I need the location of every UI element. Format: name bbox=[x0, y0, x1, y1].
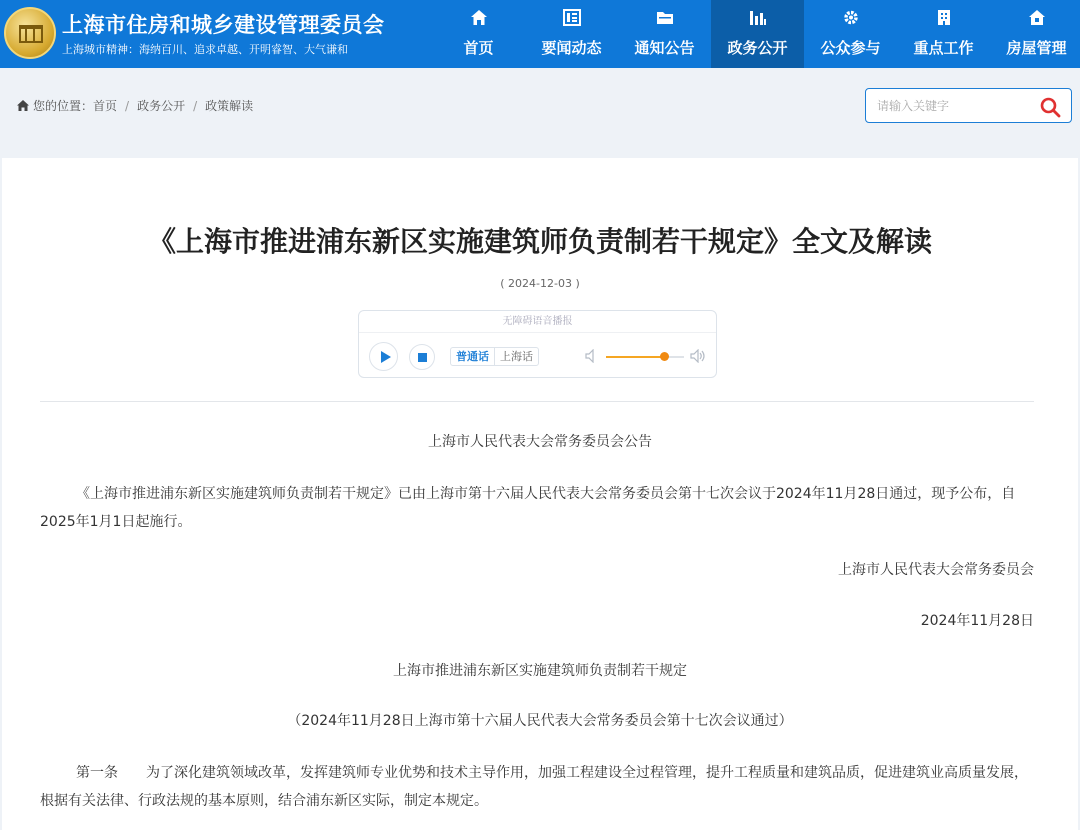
volume-low-icon[interactable] bbox=[585, 349, 597, 363]
gear-icon bbox=[842, 9, 860, 26]
nav-item-public-participation[interactable] bbox=[804, 0, 897, 68]
announcement-signature: 上海市人民代表大会常务委员会 bbox=[838, 562, 1034, 578]
nav-label: 房屋管理 bbox=[1006, 39, 1067, 57]
house-icon bbox=[1028, 9, 1046, 26]
breadcrumb-item-home[interactable]: 首页 bbox=[93, 99, 118, 113]
lang-shanghai-option[interactable]: 上海话 bbox=[500, 350, 533, 363]
nav-item-gov-affairs[interactable] bbox=[711, 0, 804, 68]
audio-player bbox=[358, 310, 717, 378]
article-title: 《上海市推进浦东新区实施建筑师负责制若干规定》全文及解读 bbox=[147, 225, 932, 258]
breadcrumb-bar bbox=[0, 68, 1080, 148]
lang-mandarin-option[interactable]: 普通话 bbox=[451, 348, 495, 365]
player-title: 无障碍语音播报 bbox=[359, 311, 716, 333]
home-icon bbox=[470, 9, 488, 26]
nav-label: 通知公告 bbox=[634, 39, 695, 57]
nav-label: 要闻动态 bbox=[541, 39, 602, 57]
search-input[interactable] bbox=[867, 90, 1027, 121]
home-icon bbox=[17, 100, 29, 111]
content-divider bbox=[40, 401, 1034, 402]
volume-slider-knob[interactable] bbox=[660, 352, 669, 361]
breadcrumb-separator: / bbox=[125, 98, 130, 113]
site-slogan: 上海城市精神：海纳百川、追求卓越、开明睿智、大气谦和 bbox=[62, 43, 348, 56]
volume-slider[interactable] bbox=[606, 356, 684, 358]
nav-item-home[interactable] bbox=[432, 0, 525, 68]
site-header bbox=[0, 0, 1080, 68]
nav-item-key-work[interactable] bbox=[897, 0, 990, 68]
nav-item-notices[interactable] bbox=[618, 0, 711, 68]
nav-label: 首页 bbox=[463, 39, 494, 57]
breadcrumb-item-policy[interactable]: 政策解读 bbox=[205, 99, 254, 113]
logo-building-icon bbox=[19, 25, 43, 43]
breadcrumb-separator: / bbox=[193, 98, 198, 113]
site-logo[interactable] bbox=[4, 7, 56, 59]
article-one-text: 为了深化建筑领域改革，发挥建筑师专业优势和技术主导作用，加强工程建设全过程管理，提升工程质量和建筑品质，促进建筑业高质量发展，根据有关法律、行政法规的基本原则，结合浦东新区实际，制定本规定。 bbox=[40, 765, 1028, 809]
article-card bbox=[2, 158, 1078, 830]
nav-item-housing[interactable] bbox=[990, 0, 1080, 68]
nav-label: 公众参与 bbox=[820, 39, 881, 57]
regulation-note: （2024年11月28日上海市第十六届人民代表大会常务委员会第十七次会议通过） bbox=[287, 713, 793, 729]
building-icon bbox=[935, 9, 953, 26]
language-toggle bbox=[450, 347, 539, 366]
nav-item-news[interactable] bbox=[525, 0, 618, 68]
chart-icon bbox=[749, 9, 767, 26]
volume-high-icon[interactable] bbox=[690, 349, 706, 363]
stop-button[interactable] bbox=[409, 344, 435, 370]
nav-label: 重点工作 bbox=[913, 39, 974, 57]
play-button[interactable] bbox=[369, 342, 398, 371]
article-one-paragraph bbox=[40, 759, 1034, 815]
breadcrumb-prefix: 您的位置： bbox=[33, 99, 94, 113]
regulation-title: 上海市推进浦东新区实施建筑师负责制若干规定 bbox=[393, 663, 687, 679]
site-title[interactable]: 上海市住房和城乡建设管理委员会 bbox=[62, 13, 385, 37]
breadcrumb bbox=[17, 97, 253, 114]
news-icon bbox=[563, 9, 581, 26]
announcement-title: 上海市人民代表大会常务委员会公告 bbox=[428, 434, 652, 450]
search-box bbox=[865, 88, 1072, 123]
main-nav bbox=[432, 0, 1080, 68]
announcement-date: 2024年11月28日 bbox=[920, 613, 1034, 629]
folder-icon bbox=[656, 9, 674, 26]
announcement-body: 《上海市推进浦东新区实施建筑师负责制若干规定》已由上海市第十六届人民代表大会常务委员会第十七次会议于2024年11月28日通过，现予公布，自2025年1月1日起施行。 bbox=[40, 486, 1016, 530]
nav-label: 政务公开 bbox=[727, 39, 788, 57]
article-one-number: 第一条 bbox=[76, 765, 118, 781]
breadcrumb-item-gov-affairs[interactable]: 政务公开 bbox=[137, 99, 186, 113]
search-icon[interactable] bbox=[1039, 96, 1061, 118]
article-date: ( 2024-12-03 ) bbox=[500, 277, 580, 290]
